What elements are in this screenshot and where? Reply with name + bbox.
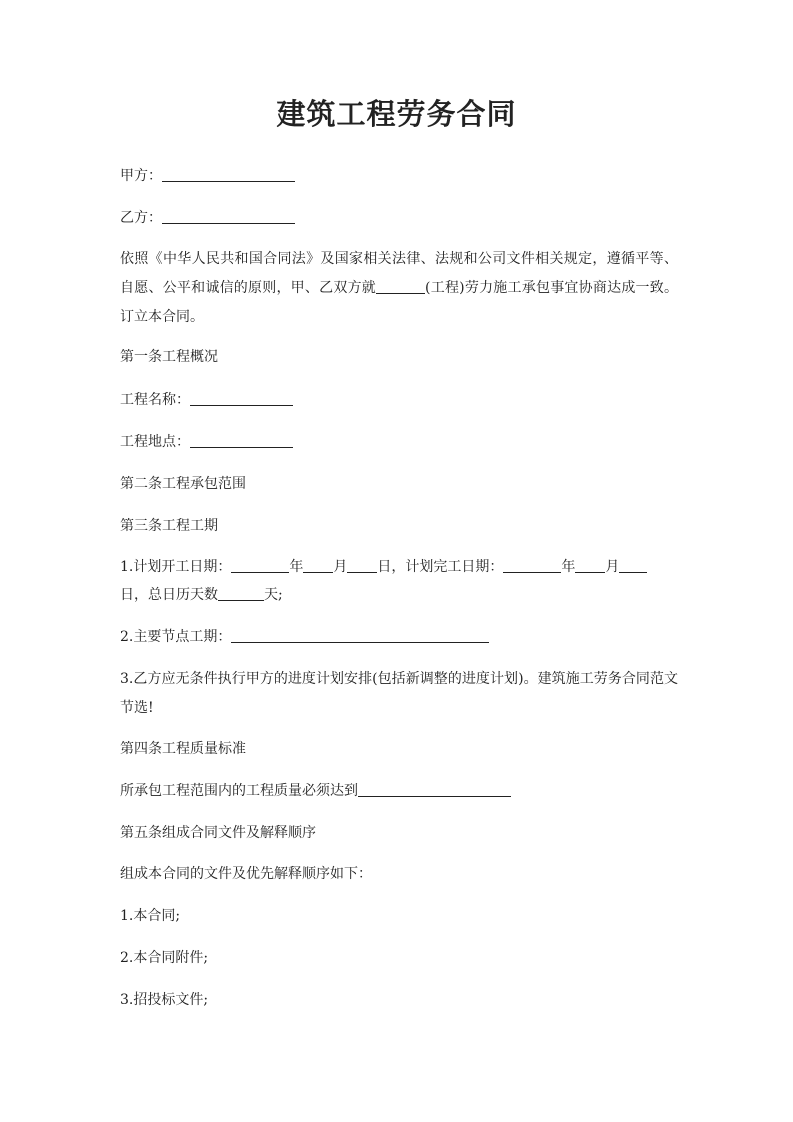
total-days-blank[interactable] [218,584,264,601]
milestone-blank[interactable] [231,626,489,643]
quality-label: 所承包工程范围内的工程质量必须达到 [120,783,358,799]
project-name-blank[interactable] [190,389,293,406]
planned-period-line-2 [120,581,678,610]
start-month-blank[interactable] [303,556,333,573]
planned-period-line-1 [120,553,678,582]
project-site-blank[interactable] [190,431,293,448]
article-2-heading: 第二条工程承包范围 [120,476,246,492]
project-blank[interactable] [376,277,425,294]
year-label: 年 [289,559,304,575]
finish-day-blank[interactable] [619,556,647,573]
list-item-1: 1.本合同; [120,908,181,924]
project-name-line [120,386,678,415]
party-b-label: 乙方： [120,210,162,226]
start-day-blank[interactable] [347,556,377,573]
party-b-blank[interactable] [162,207,295,224]
year-label: 年 [561,559,576,575]
intro-text-2: (工程)劳力施工承包事宜协商达成一致。订立本合同。 [120,280,678,325]
schedule-paragraph: 3.乙方应无条件执行甲方的进度计划安排(包括新调整的进度计划)。建筑施工劳务合同范文节选! [120,671,678,716]
list-item-3: 3.招投标文件; [120,992,209,1008]
total-days-label: 日，总日历天数 [120,587,218,603]
party-a-blank[interactable] [162,165,295,182]
finish-year-blank[interactable] [503,556,561,573]
party-a-line [120,162,678,191]
intro-text-1: 依照《中华人民共和国合同法》及国家相关法律、法规和公司文件相关规定，遵循平等、自愿、公平和诚信的原则，甲、乙双方就 [120,251,678,296]
quality-line [120,777,678,806]
order-intro: 组成本合同的文件及优先解释顺序如下： [120,866,372,882]
article-5-heading: 第五条组成合同文件及解释顺序 [120,825,316,841]
party-b-line [120,204,678,233]
article-4-heading: 第四条工程质量标准 [120,741,246,757]
finish-month-blank[interactable] [575,556,605,573]
finish-date-label: 日，计划完工日期： [377,559,504,575]
start-year-blank[interactable] [231,556,289,573]
project-site-label: 工程地点： [120,434,190,450]
milestone-label: 2.主要节点工期： [120,629,232,645]
quality-blank[interactable] [358,780,511,797]
month-label: 月 [605,559,620,575]
intro-paragraph [120,245,678,332]
document-title: 建筑工程劳务合同 [276,97,517,131]
start-date-label: 1.计划开工日期： [120,559,232,575]
project-name-label: 工程名称： [120,392,190,408]
milestone-line [120,623,678,652]
article-3-heading: 第三条工程工期 [120,518,218,534]
party-a-label: 甲方： [120,168,162,184]
project-site-line [120,428,678,457]
month-label: 月 [333,559,348,575]
days-unit: 天; [264,587,283,603]
article-1-heading: 第一条工程概况 [120,349,218,365]
list-item-2: 2.本合同附件; [120,950,209,966]
